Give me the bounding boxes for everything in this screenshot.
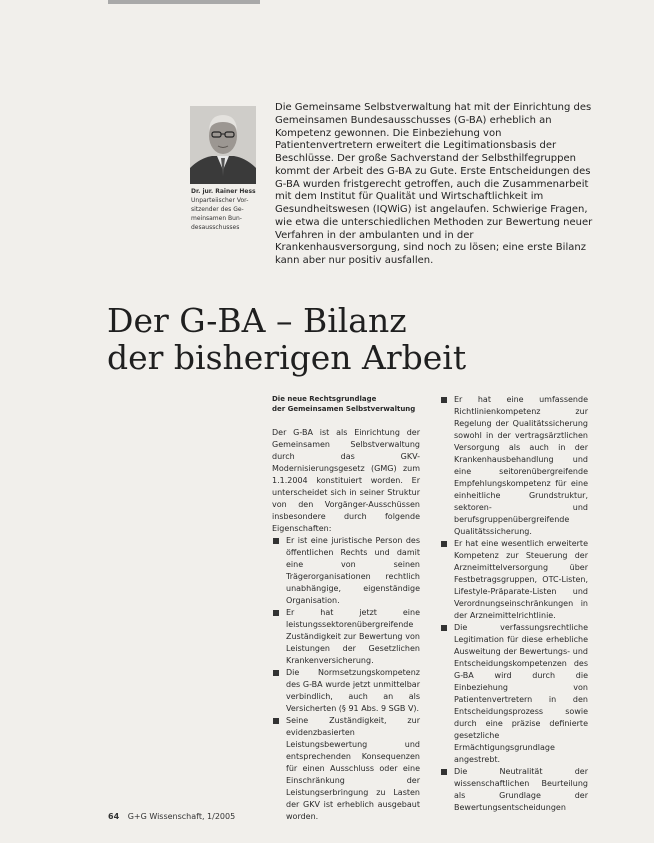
list-item: Er ist eine juristische Person des öffentlichen Rechts und damit eine von seinen Trägerorganisationen rechtlich unabhängige, eigenständige Organisation. bbox=[272, 535, 420, 607]
list-item: Die Neutralität der wissenschaftlichen Beurteilung als Grundlage der Bewertungsentscheidungen bbox=[440, 766, 588, 814]
journal-reference: G+G Wissenschaft, 1/2005 bbox=[127, 812, 236, 821]
article-headline bbox=[107, 302, 527, 376]
list-item: Er hat eine umfassende Richtlinienkompetenz zur Regelung der Qualitätssicherung sowohl in der vertragsärztlichen Versorgung als auch in der Krankenhausbehandlung und eine seitorenübergreifende Empfehlungskompetenz für eine einheitliche Grundstruktur, sektoren- und berufsgruppenübergreifende Qualitätssicherung. bbox=[440, 394, 588, 538]
subhead-line-1: Die neue Rechtsgrundlage bbox=[272, 395, 377, 403]
portrait-caption bbox=[191, 187, 263, 232]
list-item: Er hat eine wesentlich erweiterte Kompetenz zur Steuerung der Arzneimittelversorgung über Festbetragsgruppen, OTC-Listen, Lifestyle-Präparate-Listen und Verordnungseinschränkungen in der Arzneimittelrichtlinie. bbox=[440, 538, 588, 622]
list-item: Die Normsetzungskompetenz des G-BA wurde jetzt unmittelbar verbindlich, auch an als Versicherten (§ 91 Abs. 9 SGB V). bbox=[272, 667, 420, 715]
page-footer bbox=[108, 812, 235, 821]
intro-paragraph: Die Gemeinsame Selbstverwaltung hat mit der Einrichtung des Gemeinsamen Bundesausschusses (G-BA) erheblich an Kompetenz gewonnen. Die Einbeziehung von Patientenvertretern erweitert die Legitimationsbasis der Beschlüsse. Der große Sachverstand der Selbsthilfegruppen kommt der Arbeit des G-BA zu Gute. Erste Entscheidungen des G-BA wurden fristgerecht getroffen, auch die Zusammenarbeit mit dem Institut für Qualität und Wirtschaftlichkeit im Gesundheitswesen (IQWiG) ist angelaufen. Schwierige Fragen, wie etwa die unterschiedlichen Methoden zur Bewertung neuer Verfahren in der ambulanten und in der Krankenhausversorgung, sind noch zu lösen; eine erste Bilanz kann aber nur positiv ausfallen. bbox=[275, 102, 593, 266]
body-column-right bbox=[440, 394, 588, 814]
feature-list bbox=[272, 535, 420, 823]
header-rule bbox=[108, 0, 260, 4]
lead-paragraph: Der G-BA ist als Einrichtung der Gemeinsamen Selbstverwaltung durch das GKV-Modernisierungsgesetz (GMG) zum 1.1.2004 konstituiert worden. Er unterscheidet sich in seiner Struktur von den Vorgänger-Ausschüssen insbesondere durch folgende Eigenschaften: bbox=[272, 428, 420, 533]
headline-line-2: der bisherigen Arbeit bbox=[107, 338, 467, 377]
caption-line: sitzender des Ge- bbox=[191, 206, 244, 213]
body-column-left bbox=[272, 394, 420, 823]
list-item: Die verfassungsrechtliche Legitimation für diese erhebliche Ausweitung der Bewertungs- und Entscheidungskompetenzen des G-BA wird durch die Einbeziehung von Patientenvertretern in den Entscheidungsprozess sowie durch eine präzise definierte gesetzliche Ermächtigungsgrundlage angestrebt. bbox=[440, 622, 588, 766]
subhead-line-2: der Gemeinsamen Selbstverwaltung bbox=[272, 405, 416, 413]
list-item: Er hat jetzt eine leistungssektorenübergreifende Zuständigkeit zur Bewertung von Leistungen der Gesetzlichen Krankenversicherung. bbox=[272, 607, 420, 667]
author-portrait bbox=[190, 106, 256, 184]
page-number: 64 bbox=[108, 812, 120, 821]
list-item: Seine Zuständigkeit, zur evidenzbasierten Leistungsbewertung und entsprechenden Konsequenzen für einen Ausschluss oder eine Einschränkung der Leistungserbringung zu Lasten der GKV ist erheblich ausgebaut worden. bbox=[272, 715, 420, 823]
headline-line-1: Der G-BA – Bilanz bbox=[107, 301, 407, 340]
caption-name: Dr. jur. Rainer Hess bbox=[191, 188, 256, 195]
caption-line: desausschusses bbox=[191, 224, 240, 231]
feature-list-continued bbox=[440, 394, 588, 814]
caption-line: Unparteiischer Vor- bbox=[191, 197, 249, 204]
caption-line: meinsamen Bun- bbox=[191, 215, 242, 222]
section-subhead bbox=[272, 394, 420, 414]
